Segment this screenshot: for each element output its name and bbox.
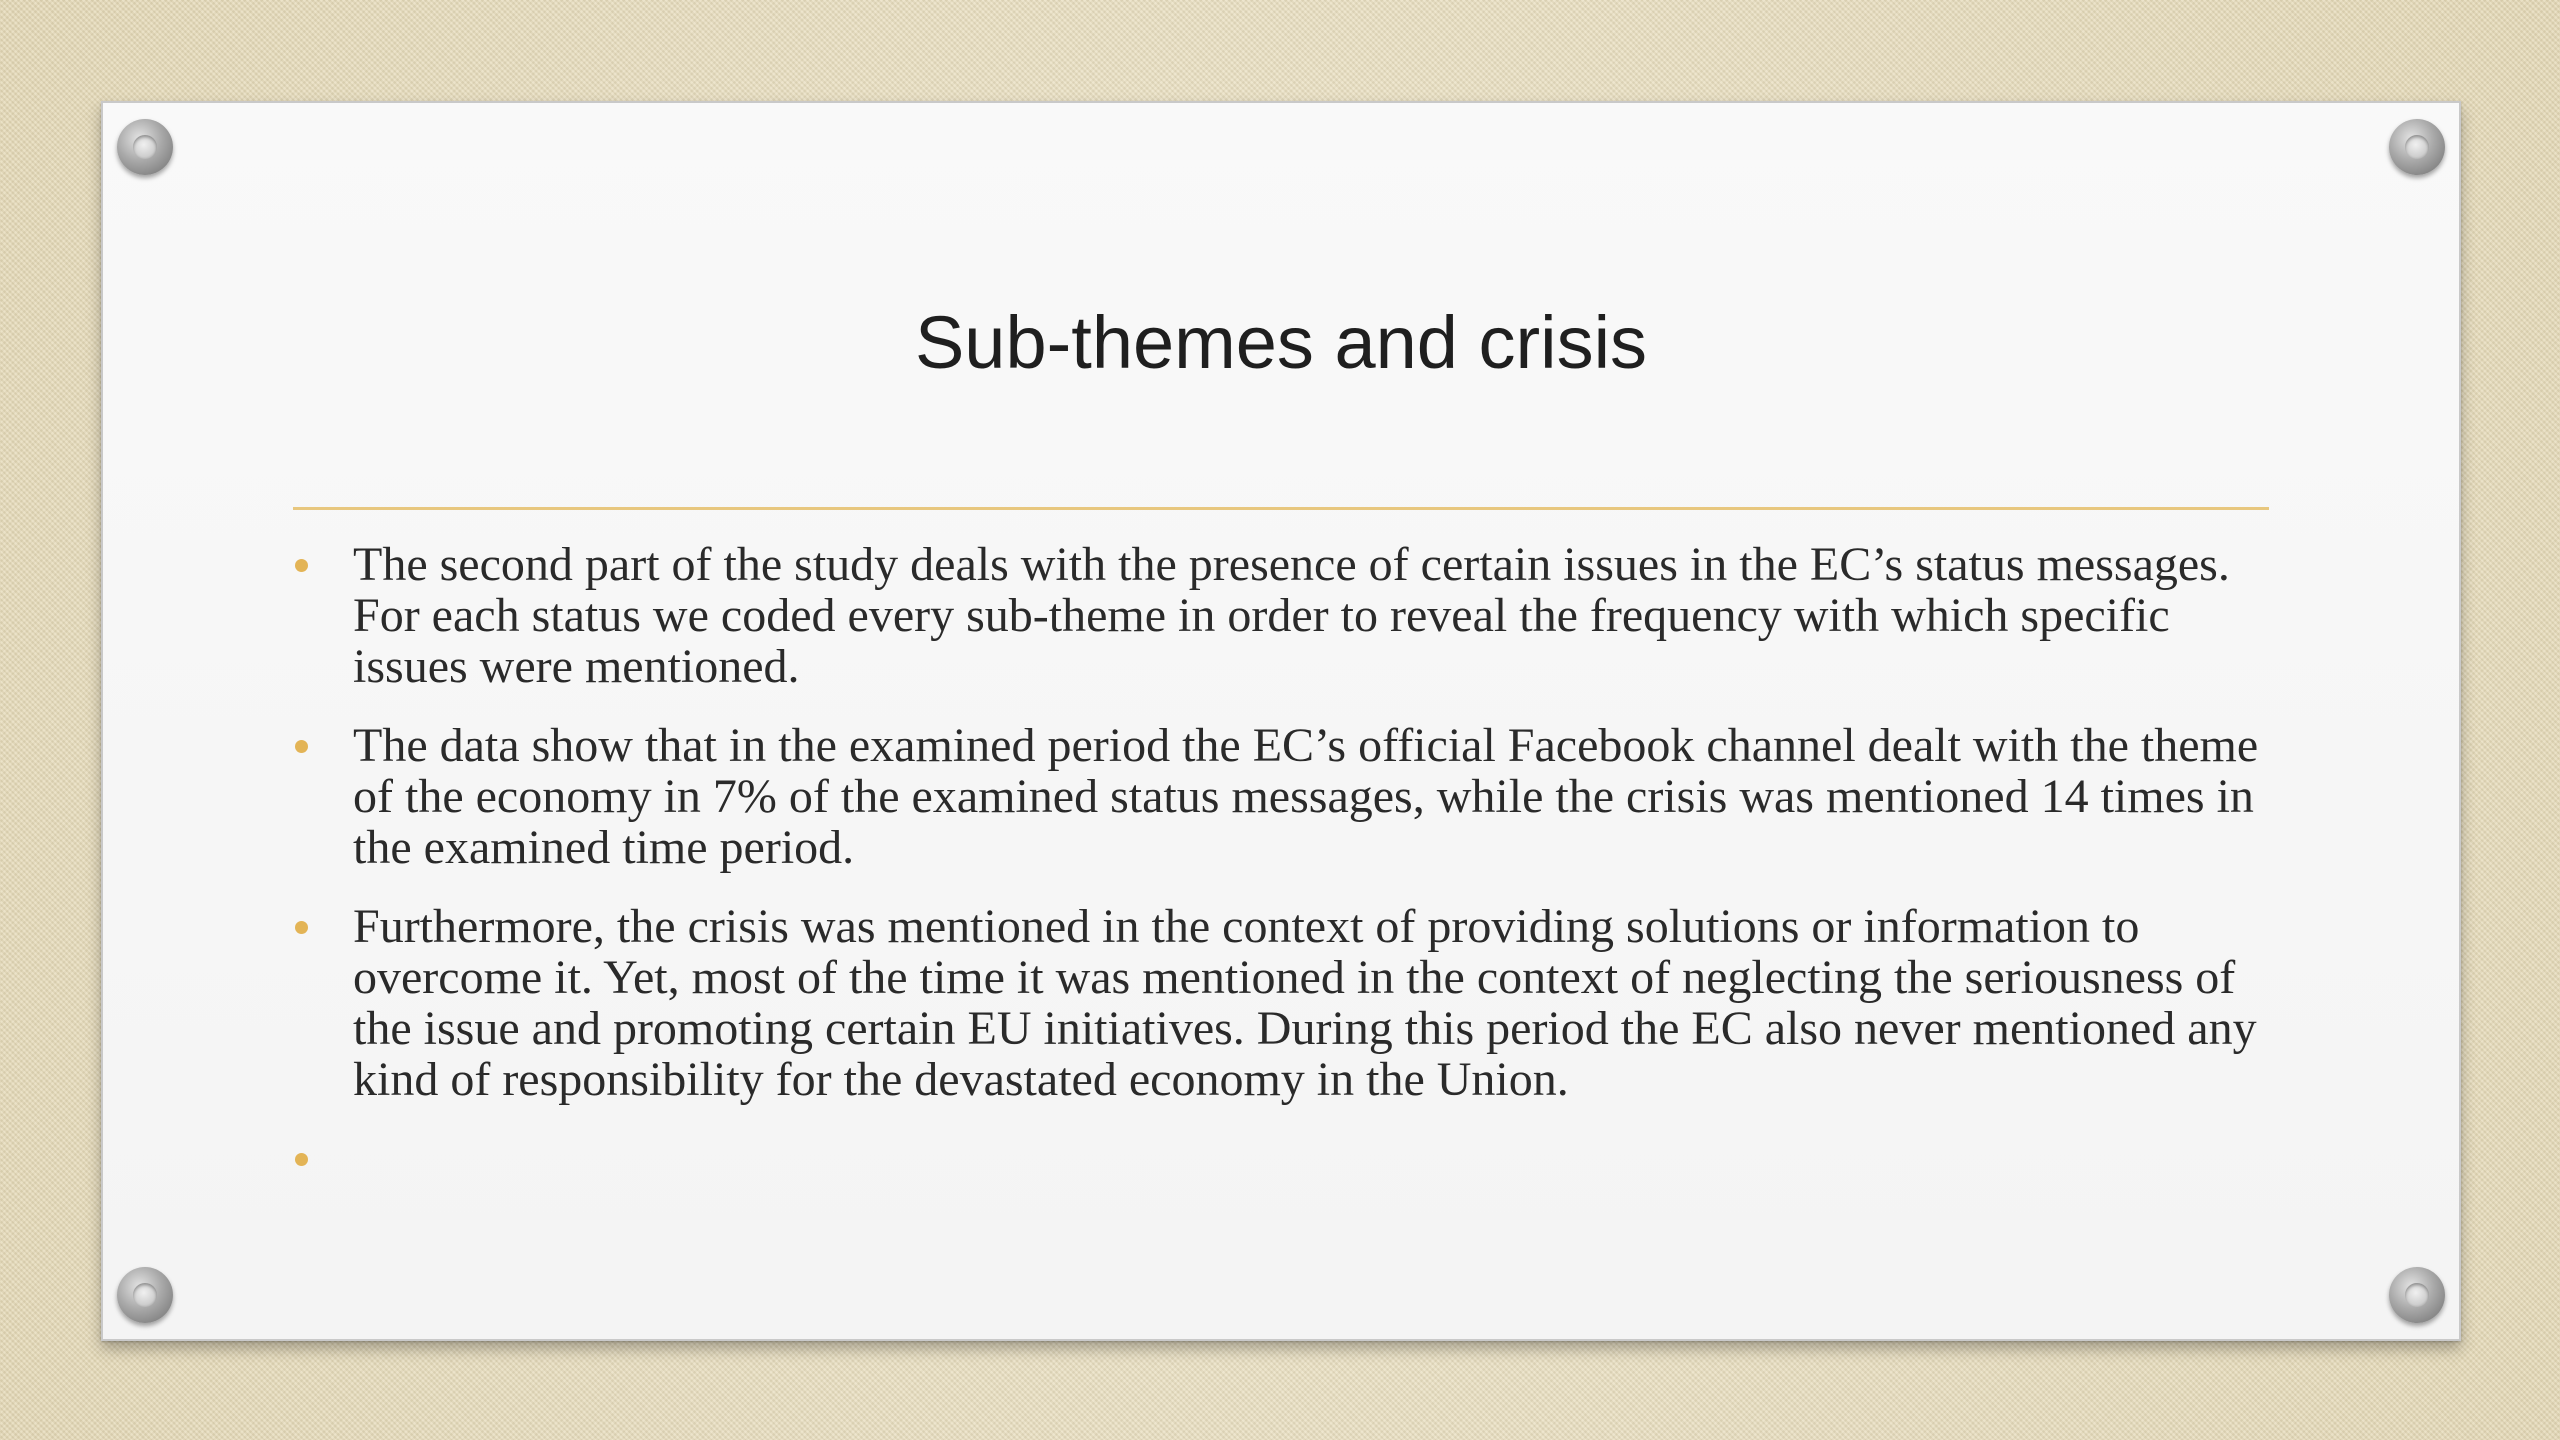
slide [101,101,2461,1341]
grommet-icon [2389,119,2445,175]
title-divider [293,507,2269,510]
bullet-text: Furthermore, the crisis was mentioned in the context of providing solutions or information to overcome it. Yet, most of the time it was mentioned in the context of neglecting the seriousness of the issue and promoting certain EU initiatives. During this period the EC also never mentioned any kind of responsibility for the devastated economy in the Union. [353,900,2257,1106]
bullet-item [293,901,2283,1105]
bullet-dot-icon [295,1153,308,1166]
bullet-text: The second part of the study deals with the presence of certain issues in the EC’s status messages. For each status we coded every sub-theme in order to reveal the frequency with which specific issues were mentioned. [353,538,2230,693]
grommet-icon [117,119,173,175]
grommet-icon [117,1267,173,1323]
grommet-icon [2389,1267,2445,1323]
bullet-text: The data show that in the examined period the EC’s official Facebook channel dealt with the theme of the economy in 7% of the examined status messages, while the crisis was mentioned 14 times in the examined time period. [353,719,2259,874]
bullet-item-empty [293,1133,2283,1184]
bullet-item [293,720,2283,873]
bullet-dot-icon [295,921,308,934]
bullet-item [293,539,2283,692]
slide-title: Sub-themes and crisis [914,301,1648,384]
bullet-dot-icon [295,740,308,753]
bullet-dot-icon [295,559,308,572]
bullet-list [293,539,2283,1212]
